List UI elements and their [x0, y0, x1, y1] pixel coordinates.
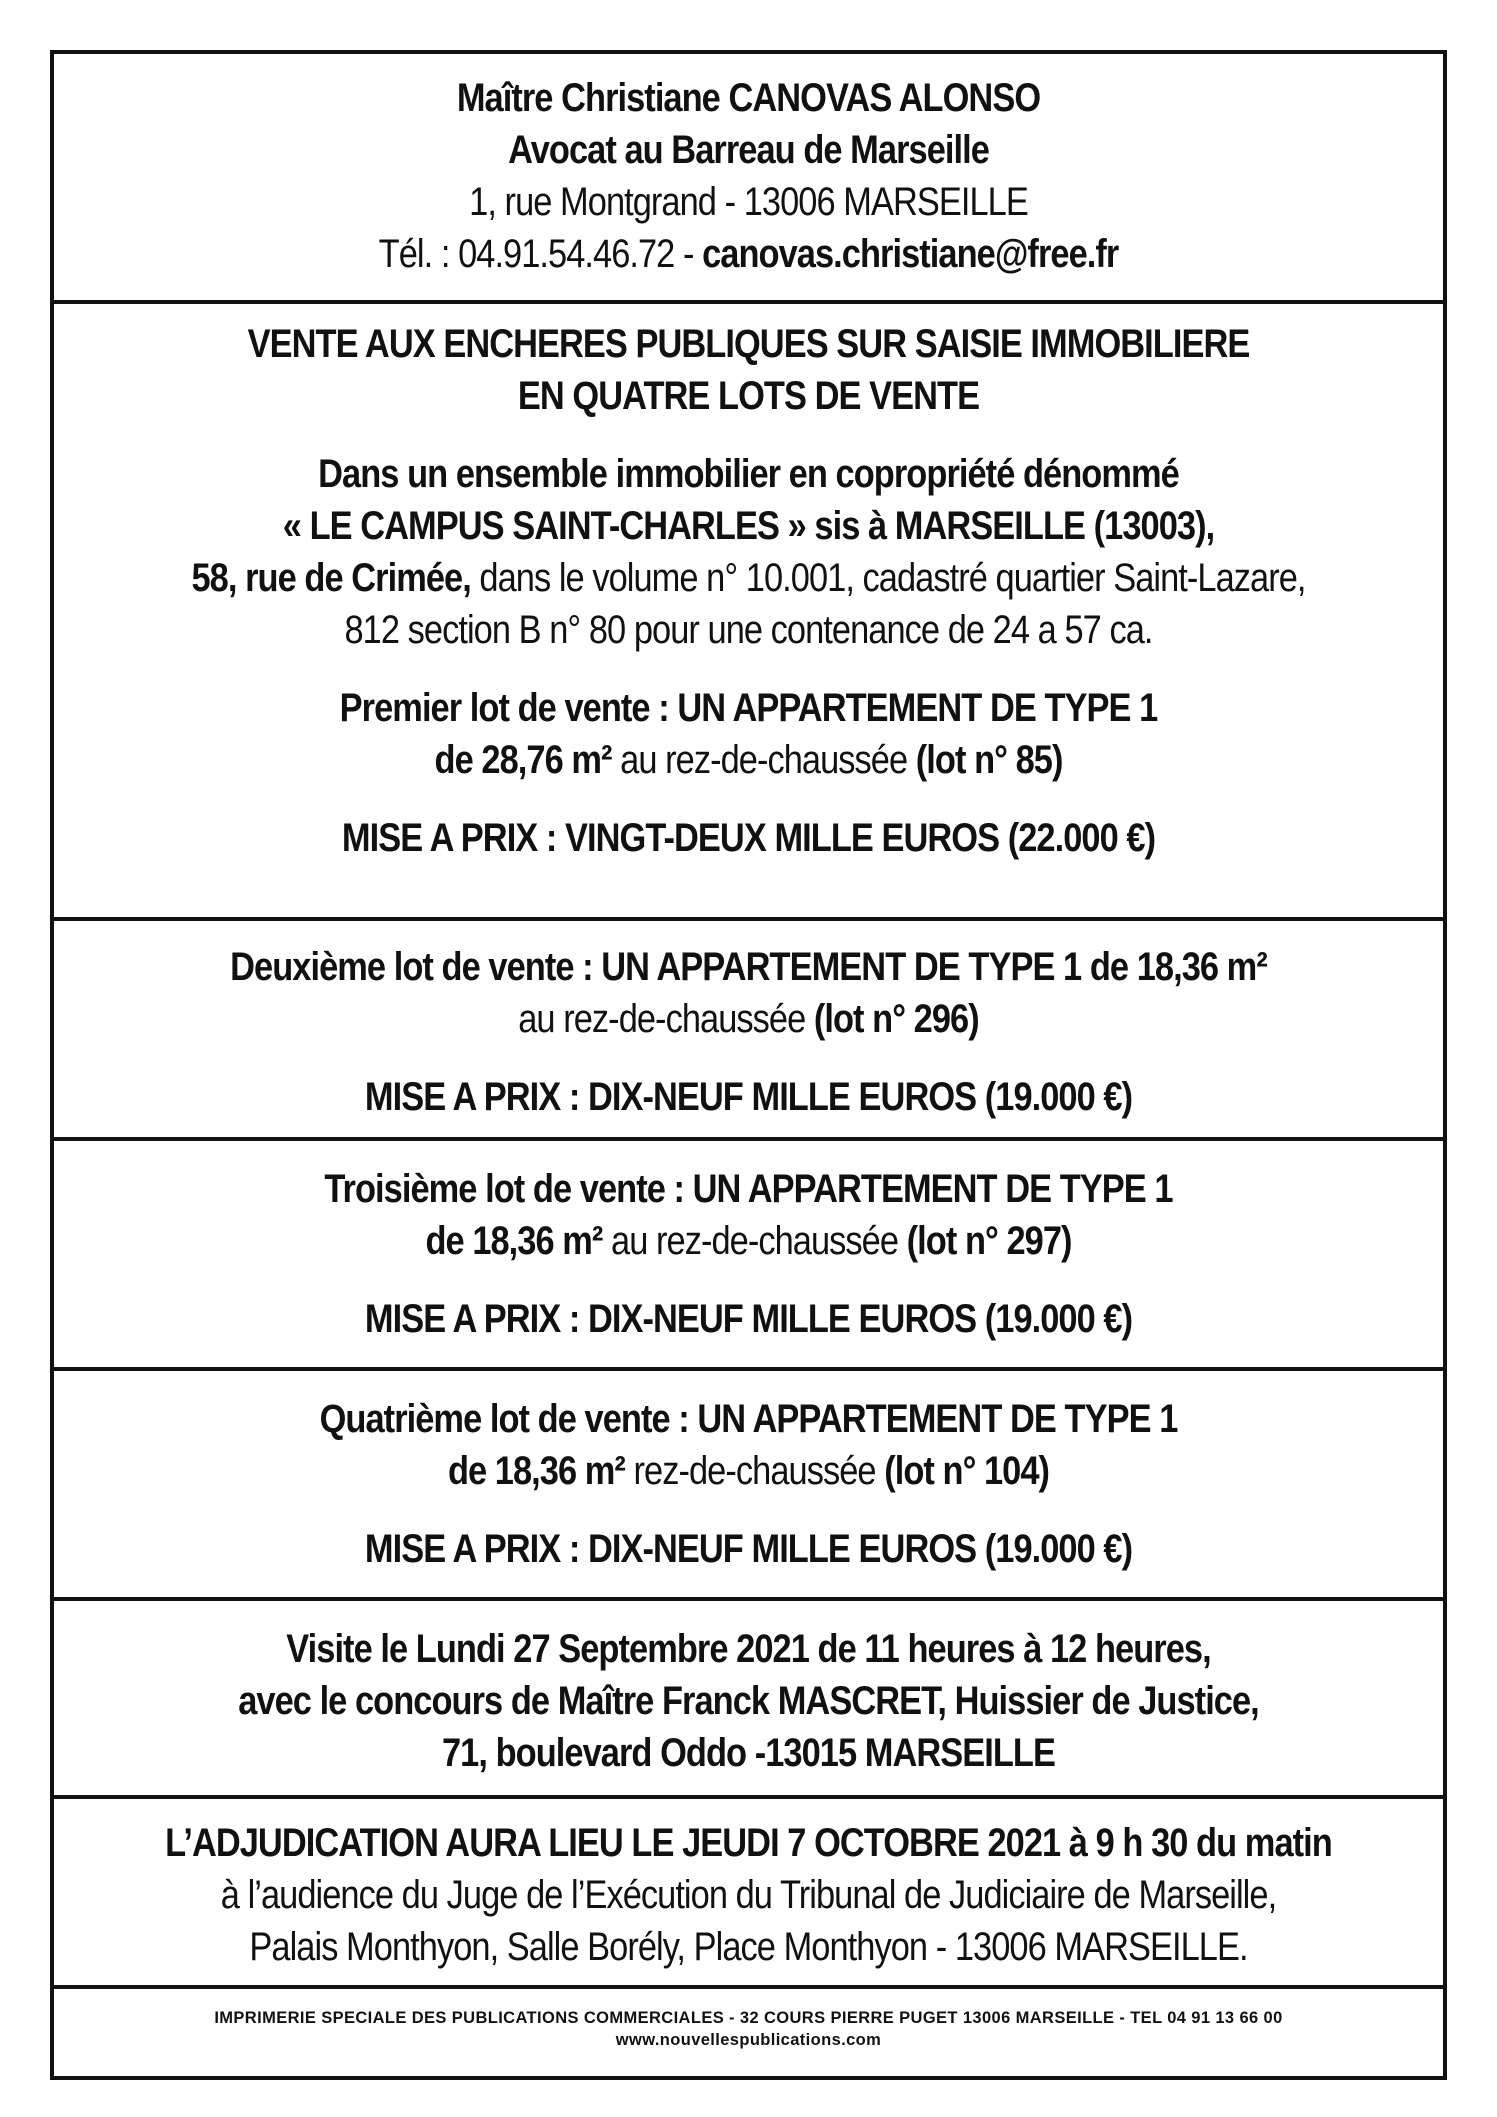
lawyer-address: 1, rue Montgrand - 13006 MARSEILLE [469, 180, 1028, 224]
lot-3-label: Troisième lot de vente : [324, 1167, 693, 1211]
adjudication-line-1: L’ADJUDICATION AURA LIEU LE JEUDI 7 OCTOBRE 2021 à 9 h 30 du matin [165, 1821, 1332, 1865]
lawyer-title: Avocat au Barreau de Marseille [508, 128, 989, 172]
adjudication-section [54, 1795, 1443, 1985]
property-street: 58, rue de Crimée, [191, 556, 471, 600]
lot-1-details [151, 734, 1346, 786]
lot-4-details [151, 1445, 1346, 1497]
sale-intro-section [54, 300, 1443, 917]
visit-line-1: Visite le Lundi 27 Septembre 2021 de 11 heures à 12 heures, [286, 1627, 1211, 1671]
lot-4-title [151, 1393, 1346, 1445]
adjudication-line-2: à l’audience du Juge de l’Exécution du Tribunal de Judiciaire de Marseille, [220, 1873, 1277, 1917]
lot-3-price: MISE A PRIX : DIX-NEUF MILLE EUROS (19.000 €) [364, 1297, 1133, 1341]
visit-section [54, 1597, 1443, 1795]
lot-3-details [151, 1215, 1346, 1267]
lot-3-number: (lot n° 297) [906, 1219, 1072, 1263]
lot-2-details [151, 993, 1346, 1045]
lot-4-floor: rez-de-chaussée [624, 1449, 885, 1493]
lawyer-email: canovas.christiane@free.fr [702, 232, 1119, 276]
lawyer-header [54, 72, 1443, 300]
lot-2-type: UN APPARTEMENT DE TYPE 1 de 18,36 m² [601, 945, 1267, 989]
lot-4-section [54, 1367, 1443, 1597]
visit-line-3: 71, boulevard Oddo -13015 MARSEILLE [441, 1731, 1055, 1775]
lawyer-contact [151, 228, 1346, 280]
printer-website: www.nouvellespublications.com [615, 2030, 882, 2049]
lawyer-name: Maître Christiane CANOVAS ALONSO [456, 76, 1041, 120]
lawyer-phone: Tél. : 04.91.54.46.72 - [378, 232, 703, 276]
notice-frame [50, 50, 1447, 2080]
lot-1-label: Premier lot de vente : [339, 686, 678, 730]
lot-2-number: (lot n° 296) [813, 997, 979, 1041]
property-desc-2: « LE CAMPUS SAINT-CHARLES » sis à MARSEILLE (13003), [282, 504, 1215, 548]
lot-3-title [151, 1163, 1346, 1215]
lot-2-title [151, 941, 1346, 993]
property-desc-3 [151, 552, 1346, 604]
lot-4-price: MISE A PRIX : DIX-NEUF MILLE EUROS (19.000 €) [364, 1527, 1133, 1571]
lot-2-label: Deuxième lot de vente : [230, 945, 602, 989]
adjudication-line-3: Palais Monthyon, Salle Borély, Place Monthyon - 13006 MARSEILLE. [249, 1925, 1248, 1969]
lot-3-type: UN APPARTEMENT DE TYPE 1 [692, 1167, 1173, 1211]
printer-footer [54, 1985, 1443, 2076]
lot-3-floor: au rez-de-chaussée [602, 1219, 907, 1263]
lot-4-label: Quatrième lot de vente : [319, 1397, 698, 1441]
property-desc-1: Dans un ensemble immobilier en copropriété dénommé [318, 452, 1179, 496]
lot-1-title [151, 682, 1346, 734]
printer-info: IMPRIMERIE SPECIALE DES PUBLICATIONS COMMERCIALES - 32 COURS PIERRE PUGET 13006 MARSEILLE - TEL 04 91 13 66 00 [214, 2008, 1283, 2027]
lot-2-section [54, 917, 1443, 1137]
property-volume: dans le volume n° 10.001, cadastré quartier Saint-Lazare, [470, 556, 1306, 600]
lot-3-section [54, 1137, 1443, 1367]
lot-1-number: (lot n° 85) [915, 738, 1063, 782]
lot-2-price: MISE A PRIX : DIX-NEUF MILLE EUROS (19.000 €) [364, 1075, 1133, 1119]
lot-4-type: UN APPARTEMENT DE TYPE 1 [697, 1397, 1178, 1441]
lot-4-area: de 18,36 m² [447, 1449, 625, 1493]
sale-heading-1: VENTE AUX ENCHERES PUBLIQUES SUR SAISIE IMMOBILIERE [247, 322, 1250, 366]
lot-2-floor: au rez-de-chaussée [518, 997, 814, 1041]
lot-3-area: de 18,36 m² [425, 1219, 603, 1263]
sale-heading-2: EN QUATRE LOTS DE VENTE [517, 374, 980, 418]
lot-1-price: MISE A PRIX : VINGT-DEUX MILLE EUROS (22.000 €) [341, 816, 1156, 860]
property-desc-4: 812 section B n° 80 pour une contenance de 24 a 57 ca. [344, 608, 1153, 652]
lot-1-area: de 28,76 m² [434, 738, 612, 782]
visit-line-2: avec le concours de Maître Franck MASCRET, Huissier de Justice, [238, 1679, 1259, 1723]
lot-4-number: (lot n° 104) [884, 1449, 1050, 1493]
lot-1-floor: au rez-de-chaussée [611, 738, 916, 782]
lot-1-type: UN APPARTEMENT DE TYPE 1 [677, 686, 1158, 730]
